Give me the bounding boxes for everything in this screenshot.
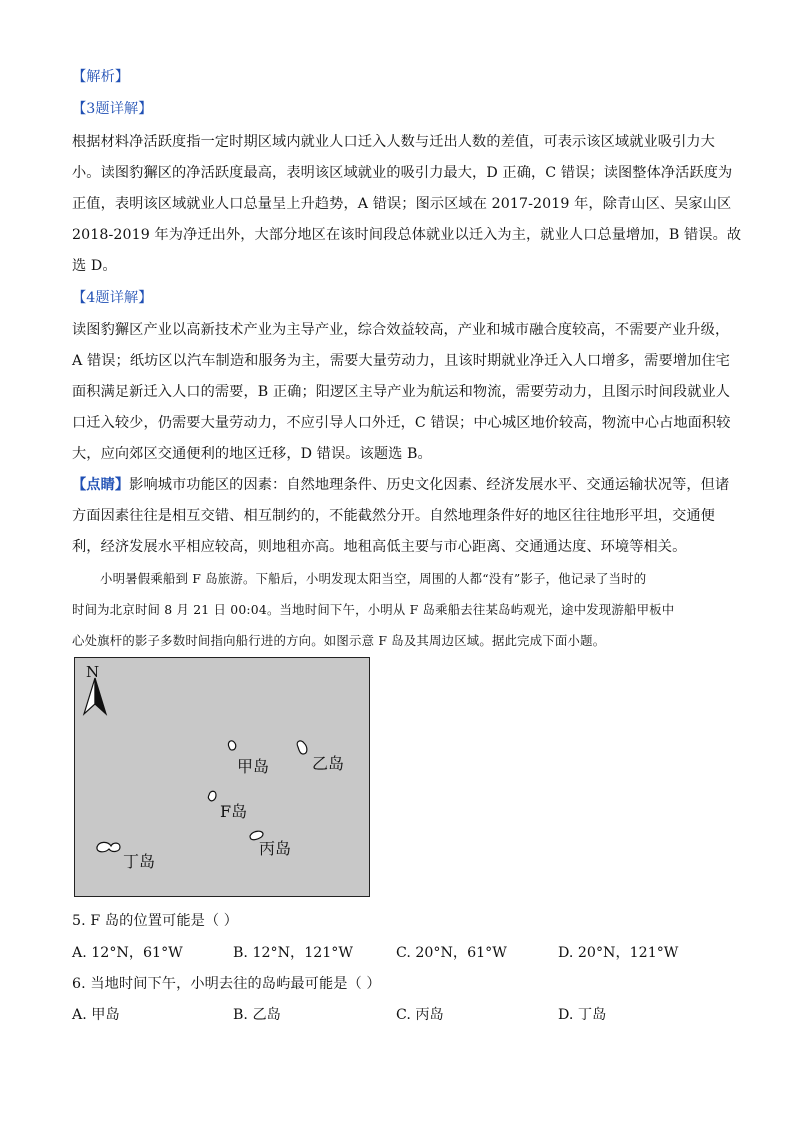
island-label-f: F岛 xyxy=(220,802,248,821)
island-jia xyxy=(228,741,235,750)
island-label-bing: 丙岛 xyxy=(259,839,292,858)
q5-option-b[interactable]: B. 12°N，121°W xyxy=(233,945,353,961)
analysis-header: 【解析】 xyxy=(72,69,130,85)
north-arrow-icon xyxy=(84,678,106,714)
q3-line: 2018-2019 年为净迁出外，大部分地区在该时间段总体就业以迁入为主，就业人口总量增加，B 错误。故 xyxy=(72,227,742,243)
island-label-yi: 乙岛 xyxy=(312,754,345,773)
q5-option-c[interactable]: C. 20°N，61°W xyxy=(396,945,507,961)
q6-option-d[interactable]: D. 丁岛 xyxy=(558,1007,607,1023)
tip-first-line xyxy=(72,474,729,494)
q4-line: A 错误；纸坊区以汽车制造和服务为主，需要大量劳动力，且该时期就业净迁入人口增多，需要增加住宅 xyxy=(72,353,730,369)
q5-option-a[interactable]: A. 12°N，61°W xyxy=(72,945,183,961)
q4-line: 面积满足新迁入人口的需要，B 正确；阳逻区主导产业为航运和物流，需要劳动力，且图示时间段就业人 xyxy=(72,384,731,400)
q3-line: 根据材料净活跃度指一定时期区域内就业人口迁入人数与迁出人数的差值，可表示该区域就业吸引力大 xyxy=(72,134,715,150)
island-label-jia: 甲岛 xyxy=(237,757,270,776)
island-label-ding: 丁岛 xyxy=(123,852,156,871)
tip-line: 影响城市功能区的因素：自然地理条件、历史文化因素、经济发展水平、交通运输状况等，但诸 xyxy=(129,477,730,493)
passage-line: 小明暑假乘船到 F 岛旅游。下船后，小明发现太阳当空，周围的人都“没有”影子，他记录了当时的 xyxy=(100,571,647,586)
island-ding xyxy=(97,842,120,851)
q3-line: 正值，表明该区域就业人口总量呈上升趋势，A 错误；图示区域在 2017-2019 年，除青山区、吴家山区 xyxy=(72,196,732,212)
q4-line: 大，应向郊区交通便利的地区迁移，D 错误。该题选 B。 xyxy=(72,446,432,462)
q6-option-a[interactable]: A. 甲岛 xyxy=(72,1007,120,1023)
q6-option-b[interactable]: B. 乙岛 xyxy=(233,1007,281,1023)
q4-line: 口迁入较少，仍需要大量劳动力，不应引导人口外迁，C 错误；中心城区地价较高，物流中心占地面积较 xyxy=(72,415,731,431)
q3-line: 选 D。 xyxy=(72,258,117,274)
q6-stem: 6. 当地时间下午，小明去往的岛屿最可能是（ ） xyxy=(72,976,381,992)
map-canvas xyxy=(75,658,371,898)
north-label: N xyxy=(86,663,100,681)
island-yi xyxy=(297,741,307,754)
tip-line: 方面因素往往是相互交错、相互制约的，不能截然分开。自然地理条件好的地区往往地形平坦，交通便 xyxy=(72,508,715,524)
tip-title: 【点睛】 xyxy=(72,477,130,493)
q5-option-d[interactable]: D. 20°N，121°W xyxy=(558,945,679,961)
island-map xyxy=(74,657,370,897)
tip-line: 利，经济发展水平相应较高，则地租亦高。地租高低主要与市心距离、交通通达度、环境等相关。 xyxy=(72,539,687,555)
q5-stem: 5. F 岛的位置可能是（ ） xyxy=(72,913,239,929)
q4-title: 【4题详解】 xyxy=(72,290,153,306)
q3-title: 【3题详解】 xyxy=(72,101,153,117)
q4-line: 读图豹獬区产业以高新技术产业为主导产业，综合效益较高，产业和城市融合度较高，不需要产业升级， xyxy=(72,322,730,338)
q6-option-c[interactable]: C. 丙岛 xyxy=(396,1007,444,1023)
passage-line: 时间为北京时间 8 月 21 日 00:04。当地时间下午，小明从 F 岛乘船去往某岛屿观光，途中发现游船甲板中 xyxy=(72,602,675,617)
q3-line: 小。读图豹獬区的净活跃度最高，表明该区域就业的吸引力最大，D 正确，C 错误；读图整体净活跃度为 xyxy=(72,165,733,181)
island-f xyxy=(208,791,216,801)
passage-line: 心处旗杆的影子多数时间指向船行进的方向。如图示意 F 岛及其周边区域。据此完成下面小题。 xyxy=(72,633,606,648)
